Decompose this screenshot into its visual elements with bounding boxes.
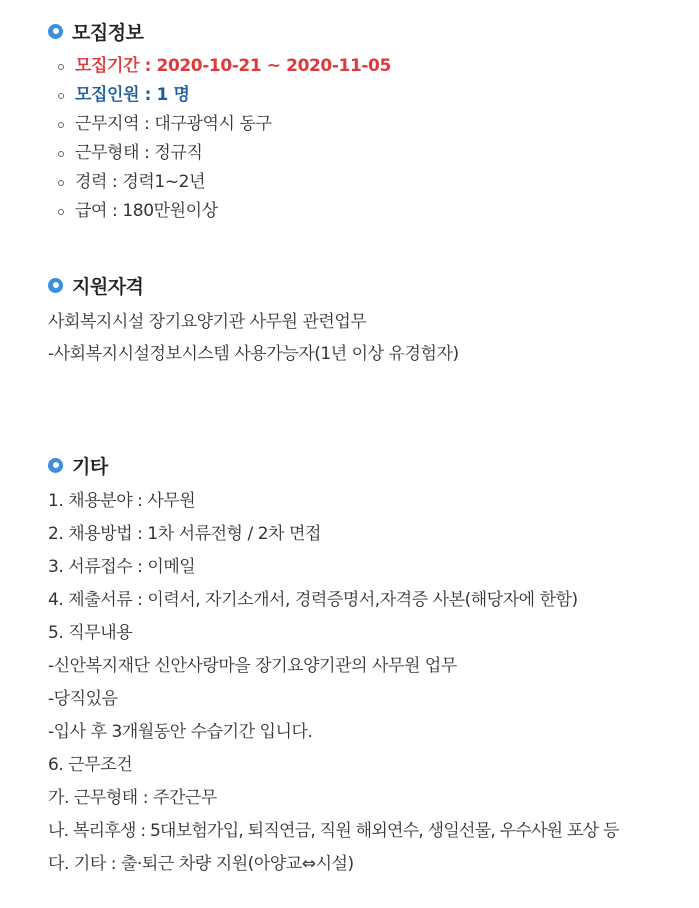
- other-line: 다. 기타 : 출·퇴근 차량 지원(아양교⇔시설): [48, 854, 354, 874]
- experience: 경력 : 경력1~2년: [48, 168, 688, 197]
- section-title-qualification: 지원자격: [72, 275, 144, 298]
- other-line: -신안복지재단 신안사랑마을 장기요양기관의 사무원 업무: [48, 656, 457, 676]
- circle-bullet-icon: [48, 278, 63, 293]
- other-line: 3. 서류접수 : 이메일: [48, 557, 196, 577]
- other-line: 나. 복리후생 : 5대보험가입, 퇴직연금, 직원 해외연수, 생일선물, 우수사원 포상 등: [48, 821, 619, 841]
- qualification-section: [48, 272, 688, 370]
- other-line: 1. 채용분야 : 사무원: [48, 491, 196, 511]
- recruit-info-list: [48, 52, 688, 226]
- other-line: 2. 채용방법 : 1차 서류전형 / 2차 면접: [48, 524, 321, 544]
- recruit-info-section: [48, 18, 688, 226]
- other-line: 6. 근무조건: [48, 755, 133, 775]
- salary: 급여 : 180만원이상: [48, 197, 688, 226]
- qualification-header: [48, 272, 688, 298]
- circle-bullet-icon: [48, 24, 63, 39]
- other-line: 4. 제출서류 : 이력서, 자기소개서, 경력증명서,자격증 사본(해당자에 한함): [48, 590, 578, 610]
- section-title-recruit-info: 모집정보: [72, 21, 144, 44]
- other-text: [48, 485, 688, 881]
- other-line: -입사 후 3개월동안 수습기간 입니다.: [48, 722, 313, 742]
- qualification-line: -사회복지시설정보시스템 사용가능자(1년 이상 유경험자): [48, 344, 459, 364]
- employment-type: 근무형태 : 정규직: [48, 139, 688, 168]
- other-line: 가. 근무형태 : 주간근무: [48, 788, 217, 808]
- recruit-period: 모집기간 : 2020-10-21 ~ 2020-11-05: [48, 52, 688, 81]
- recruit-info-header: [48, 18, 688, 44]
- work-location: 근무지역 : 대구광역시 동구: [48, 110, 688, 139]
- qualification-text: [48, 306, 688, 370]
- qualification-line: 사회복지시설 장기요양기관 사무원 관련업무: [48, 312, 367, 332]
- other-line: 5. 직무내용: [48, 623, 133, 643]
- circle-bullet-icon: [48, 458, 63, 473]
- recruit-headcount: 모집인원 : 1 명: [48, 81, 688, 110]
- section-title-other: 기타: [72, 455, 108, 478]
- other-section: [48, 452, 688, 881]
- other-header: [48, 452, 688, 478]
- other-line: -당직있음: [48, 689, 118, 709]
